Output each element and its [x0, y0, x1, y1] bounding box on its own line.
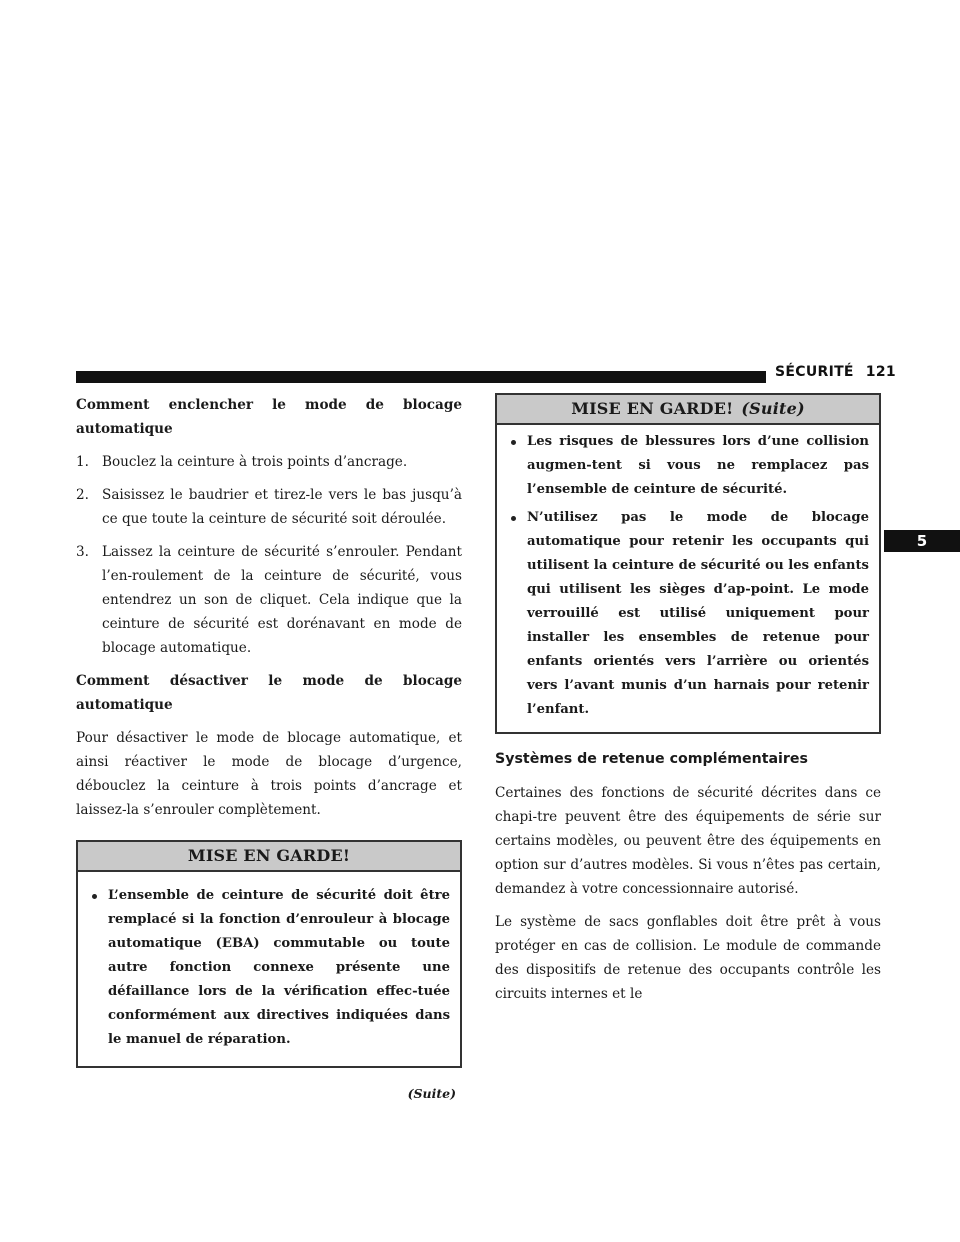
chapter-tab: 5	[884, 530, 960, 552]
steps-list	[76, 450, 462, 660]
warning-suffix: (Suite)	[741, 399, 805, 418]
running-header	[775, 364, 896, 380]
section-title: Systèmes de retenue complémentaires	[495, 751, 808, 767]
warning-title: MISE EN GARDE!	[78, 842, 460, 872]
subhead-disable-auto-lock: Comment désactiver le mode de blocage automatique	[76, 673, 462, 713]
continued-note: (Suite)	[407, 1086, 456, 1101]
list-item: 1. Bouclez la ceinture à trois points d’ancrage.	[76, 454, 408, 470]
body-paragraph: Le système de sacs gonflables doit être prêt à vous protéger en cas de collision. Le module de commande des dispositifs de retenue des occupants contrôle les circuits internes et le	[495, 914, 881, 1002]
warning-item: N’utilisez pas le mode de blocage automatique pour retenir les occupants qui utilisent la ceinture de sécurité ou les enfants qui utilisent les sièges d’ap-point. Le mode verrouillé est utilisé uniquement pour installer les ensembles de retenue pour enfants orientés vers l’arrière ou orientés vers l’avant munis d’un harnais pour retenir l’enfant.	[507, 506, 869, 722]
warning-box	[76, 840, 462, 1068]
disable-paragraph: Pour désactiver le mode de blocage automatique, et ainsi réactiver le mode de blocage d’urgence, débouclez la ceinture à trois points d’ancrage et laissez-la s’enrouler complètement.	[76, 730, 462, 818]
warning-title: MISE EN GARDE! (Suite)	[497, 395, 879, 425]
list-item: 2. Saisissez le baudrier et tirez-le vers le bas jusqu’à ce que toute la ceinture de sécurité soit déroulée.	[76, 487, 462, 527]
warning-item: Les risques de blessures lors d’une collision augmen-tent si vous ne remplacez pas l’ensemble de ceinture de sécurité.	[507, 430, 869, 502]
body-paragraph: Certaines des fonctions de sécurité décrites dans ce chapi-tre peuvent être des équipements de série sur certains modèles, ou peuvent être des équipements en option sur d’autres modèles. Si vous n’êtes pas certain, demandez à votre concessionnaire autorisé.	[495, 785, 881, 897]
warning-item: L’ensemble de ceinture de sécurité doit être remplacé si la fonction d’enrouleur à blocage automatique (EBA) commutable ou toute autre fonction connexe présente une défaillance lors de la vérification effec-tuée conformément aux directives indiquées dans le manuel de réparation.	[88, 884, 450, 1052]
warning-list	[507, 430, 869, 722]
subhead-enable-auto-lock: Comment enclencher le mode de blocage automatique	[76, 397, 462, 437]
right-column	[495, 393, 881, 1015]
header-rule	[76, 371, 766, 383]
section-name: SÉCURITÉ	[775, 364, 854, 380]
page-number: 121	[865, 364, 896, 380]
list-item: 3. Laissez la ceinture de sécurité s’enrouler. Pendant l’en-roulement de la ceinture de sécurité, vous entendrez un son de cliquet. Cela indique que la ceinture de sécurité est dorénavant en mode de blocage automatique.	[76, 544, 462, 656]
warning-box-continued	[495, 393, 881, 734]
warning-list	[88, 884, 450, 1052]
left-column	[76, 393, 462, 1106]
